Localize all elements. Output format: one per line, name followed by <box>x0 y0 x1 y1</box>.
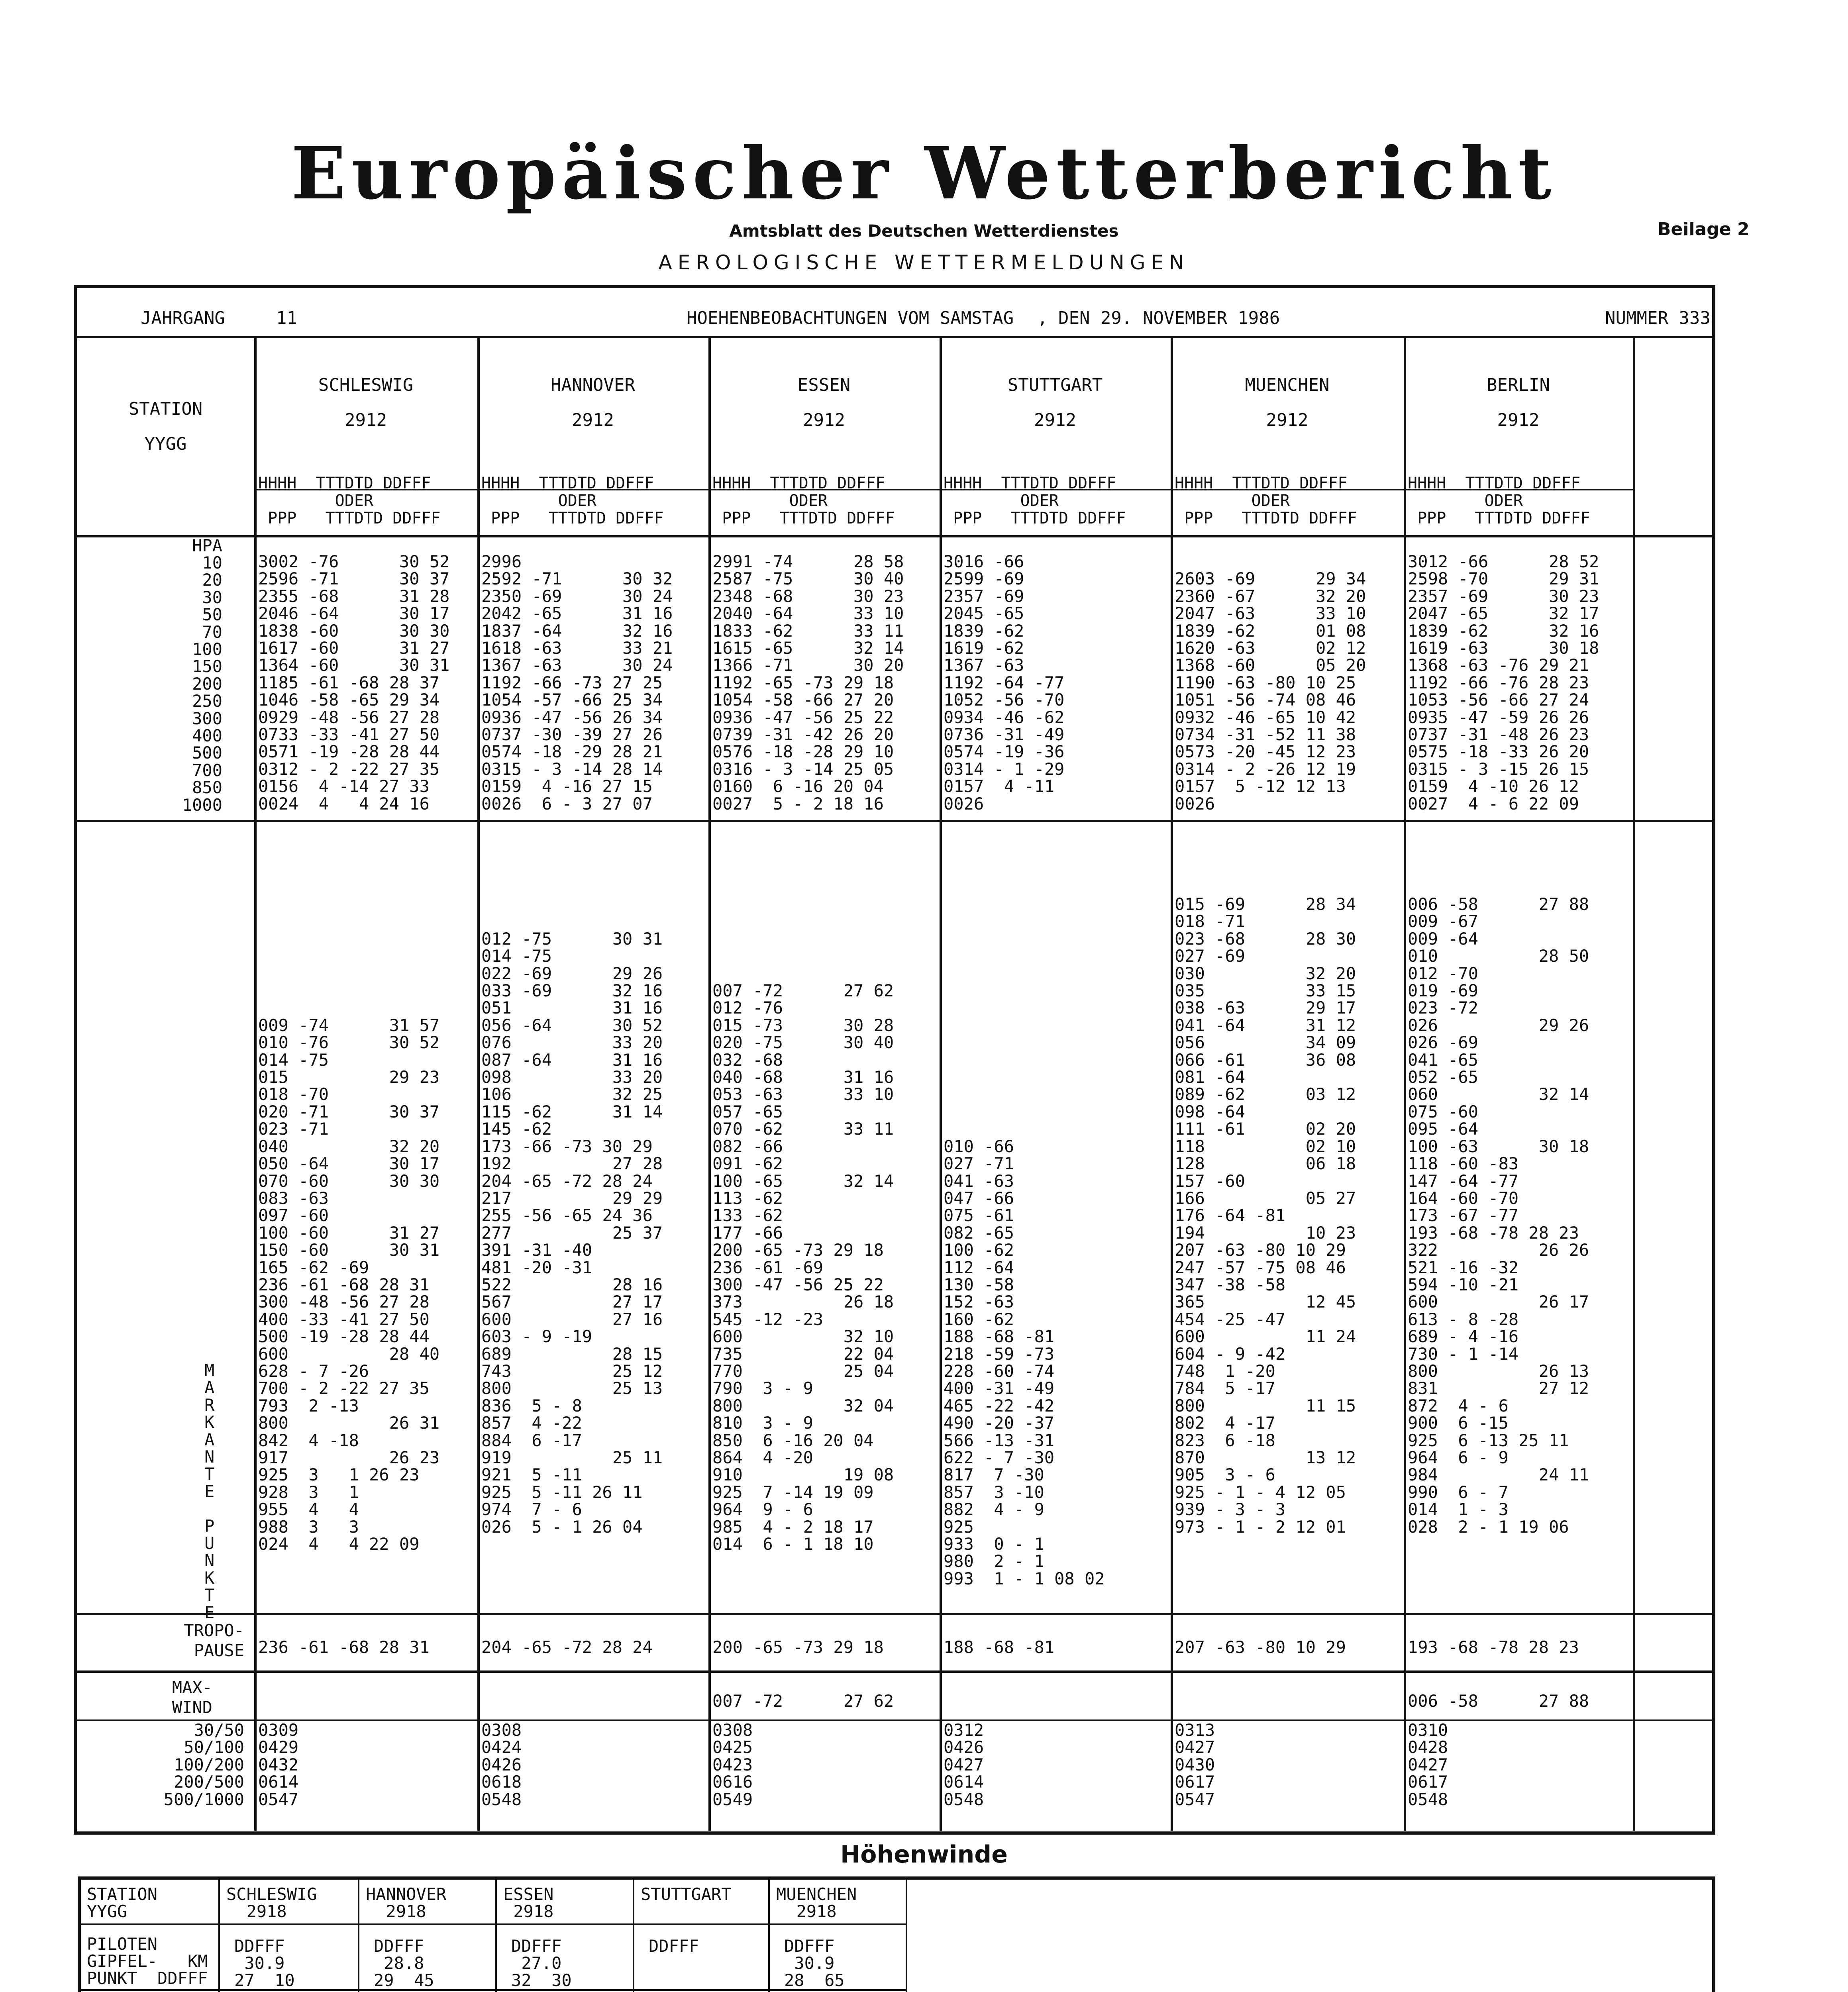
aerological-table <box>74 285 1715 1835</box>
yygg-label: YYGG <box>144 434 187 454</box>
maxwind-values: 006 -58 27 88 <box>1408 1691 1589 1711</box>
station-name: STUTTGART <box>1007 375 1103 395</box>
standard-level-values: 3012 -66 28 52 2598 -70 29 31 2357 -69 30 23 2047 -65 32 17 1839 -62 32 16 1619 -63 30 18 1368 -63 -76 29 21 1192 -66 -76 28 23 1053 -56 -66 27 24 0935 -47 -59 26 26 0737 -31 -48 26 23 0575 -18 -33 26 20 0315 - 3 -15 26 15 0159 4 -10 26 12 0027 4 - 6 22 09 <box>1408 552 1599 814</box>
issue-number: NUMMER 333 <box>1605 308 1711 328</box>
tropopause-values: 236 -61 -68 28 31 <box>258 1637 430 1657</box>
station-yygg: 2912 <box>1266 410 1309 430</box>
tropopause-values: 188 -68 -81 <box>944 1637 1055 1657</box>
column-header: HHHH TTTDTD DDFFF ODER PPP TTTDTD DDFFF <box>1175 474 1357 527</box>
supplement-label: Beilage 2 <box>1658 219 1750 239</box>
wind-station-name: SCHLESWIG 2918 <box>226 1884 317 1921</box>
tropopause-values: 193 -68 -78 28 23 <box>1408 1637 1579 1657</box>
column-header: HHHH TTTDTD DDFFF ODER PPP TTTDTD DDFFF <box>481 474 664 527</box>
wind-station-name: HANNOVER 2918 <box>366 1884 447 1921</box>
hoehenwinde-title: Höhenwinde <box>840 1841 1008 1868</box>
wind-station-name: STUTTGART <box>641 1884 732 1904</box>
station-yygg: 2912 <box>1034 410 1076 430</box>
year-label: JAHRGANG <box>141 308 225 328</box>
station-yygg: 2912 <box>1497 410 1540 430</box>
column-header: HHHH TTTDTD DDFFF ODER PPP TTTDTD DDFFF <box>712 474 895 527</box>
pressure-levels: 10 20 30 50 70 100 150 200 250 300 400 500 700 850 1000 <box>182 553 222 815</box>
shear-values: 0308 0425 0423 0616 0549 <box>712 1720 753 1809</box>
wind-pilot-values: DDFFF 30.9 27 10 <box>234 1936 295 1990</box>
significant-point-values: 009 -74 31 57 010 -76 30 52 014 -75 015 29 23 018 -70 020 -71 30 37 023 -71 040 32 20 050 -64 30 17 070 -60 30 30 083 -63 097 -60 100 -60 31 27 150 -60 30 31 165 -62 -69 236 -61 -68 28 31 300 -48 -56 27 28 400 -33 -41 27 50 500 -19 -28 28 44 600 28 40 628 - 7 -26 700 - 2 -22 27 35 793 2 -13 800 26 31 842 4 -18 917 26 23 925 3 1 26 23 928 3 1 955 4 4 988 3 3 024 4 4 22 09 <box>258 1015 440 1554</box>
shear-values: 0308 0424 0426 0618 0548 <box>481 1720 522 1809</box>
shear-levels: 30/50 50/100 100/200 200/500 500/1000 <box>163 1720 244 1809</box>
station-yygg: 2912 <box>803 410 845 430</box>
wind-station-name: ESSEN 2918 <box>503 1884 554 1921</box>
column-header: HHHH TTTDTD DDFFF ODER PPP TTTDTD DDFFF <box>258 474 441 527</box>
significant-point-values: 010 -66 027 -71 041 -63 047 -66 075 -61 082 -65 100 -62 112 -64 130 -58 152 -63 160 -62 188 -68 -81 218 -59 -73 228 -60 -74 400 -31 -49 465 -22 -42 490 -20 -37 566 -13 -31 622 - 7 -30 817 7 -30 857 3 -10 882 4 - 9 925 933 0 - 1 980 2 - 1 993 1 - 1 08 02 <box>944 1136 1105 1588</box>
significant-point-values: 015 -69 28 34 018 -71 023 -68 28 30 027 -69 030 32 20 035 33 15 038 -63 29 17 041 -64 31 12 056 34 09 066 -61 36 08 081 -64 089 -62 03 12 098 -64 111 -61 02 20 118 02 10 128 06 18 157 -60 166 05 27 176 -64 -81 194 10 23 207 -63 -80 10 29 247 -57 -75 08 46 347 -38 -58 365 12 45 454 -25 -47 600 11 24 604 - 9 -42 748 1 -20 784 5 -17 800 11 15 802 4 -17 823 6 -18 870 13 12 905 3 - 6 925 - 1 - 4 12 05 939 - 3 - 3 973 - 1 - 2 12 01 <box>1175 894 1356 1537</box>
column-header: HHHH TTTDTD DDFFF ODER PPP TTTDTD DDFFF <box>944 474 1126 527</box>
significant-point-values: 012 -75 30 31 014 -75 022 -69 29 26 033 -69 32 16 051 31 16 056 -64 30 52 076 33 20 087 -64 31 16 098 33 20 106 32 25 115 -62 31 14 145 -62 173 -66 -73 30 29 192 27 28 204 -65 -72 28 24 217 29 29 255 -56 -65 24 36 277 25 37 391 -31 -40 481 -20 -31 522 28 16 567 27 17 600 27 16 603 - 9 -19 689 28 15 743 25 12 800 25 13 836 5 - 8 857 4 -22 884 6 -17 919 25 11 921 5 -11 925 5 -11 26 11 974 7 - 6 026 5 - 1 26 04 <box>481 929 663 1537</box>
wind-pilot-values: DDFFF 28.8 29 45 <box>374 1936 434 1990</box>
observation-date: , DEN 29. NOVEMBER 1986 <box>1037 308 1280 328</box>
station-name: HANNOVER <box>551 375 635 395</box>
wind-station-name: MUENCHEN 2918 <box>776 1884 857 1921</box>
tropopause-label: TROPO- PAUSE <box>184 1621 244 1660</box>
significant-point-values: 006 -58 27 88 009 -67 009 -64 010 28 50 012 -70 019 -69 023 -72 026 29 26 026 -69 041 -65 052 -65 060 32 14 075 -60 095 -64 100 -63 30 18 118 -60 -83 147 -64 -77 164 -60 -70 173 -67 -77 193 -68 -78 28 23 322 26 26 521 -16 -32 594 -10 -21 600 26 17 613 - 8 -28 689 - 4 -16 730 - 1 -14 800 26 13 831 27 12 872 4 - 6 900 6 -15 925 6 -13 25 11 964 6 - 9 984 24 11 990 6 - 7 014 1 - 3 028 2 - 1 19 06 <box>1408 894 1589 1537</box>
standard-level-values: 2991 -74 28 58 2587 -75 30 40 2348 -68 30 23 2040 -64 33 10 1833 -62 33 11 1615 -65 32 14 1366 -71 30 20 1192 -65 -73 29 18 1054 -58 -66 27 20 0936 -47 -56 25 22 0739 -31 -42 26 20 0576 -18 -28 29 10 0316 - 3 -14 25 05 0160 6 -16 20 04 0027 5 - 2 18 16 <box>712 552 904 814</box>
wind-station-label: STATION YYGG <box>87 1884 158 1921</box>
significant-point-values: 007 -72 27 62 012 -76 015 -73 30 28 020 -75 30 40 032 -68 040 -68 31 16 053 -63 33 10 057 -65 070 -62 33 11 082 -66 091 -62 100 -65 32 14 113 -62 133 -62 177 -66 200 -65 -73 29 18 236 -61 -69 300 -47 -56 25 22 373 26 18 545 -12 -23 600 32 10 735 22 04 770 25 04 790 3 - 9 800 32 04 810 3 - 9 850 6 -16 20 04 864 4 -20 910 19 08 925 7 -14 19 09 964 9 - 6 985 4 - 2 18 17 014 6 - 1 18 10 <box>712 981 894 1554</box>
station-label: STATION <box>128 399 203 419</box>
station-name: ESSEN <box>797 375 851 395</box>
maxwind-values: 007 -72 27 62 <box>712 1691 894 1711</box>
standard-level-values: 2996 2592 -71 30 32 2350 -69 30 24 2042 -65 31 16 1837 -64 32 16 1618 -63 33 21 1367 -63 30 24 1192 -66 -73 27 25 1054 -57 -66 25 34 0936 -47 -56 26 34 0737 -30 -39 27 26 0574 -18 -29 28 21 0315 - 3 -14 28 14 0159 4 -16 27 15 0026 6 - 3 27 07 <box>481 552 673 814</box>
standard-level-values: 3002 -76 30 52 2596 -71 30 37 2355 -68 31 28 2046 -64 30 17 1838 -60 30 30 1617 -60 31 27 1364 -60 30 31 1185 -61 -68 28 37 1046 -58 -65 29 34 0929 -48 -56 27 28 0733 -33 -41 27 50 0571 -19 -28 28 44 0312 - 2 -22 27 35 0156 4 -14 27 33 0024 4 4 24 16 <box>258 552 450 814</box>
shear-values: 0309 0429 0432 0614 0547 <box>258 1720 299 1809</box>
shear-values: 0312 0426 0427 0614 0548 <box>944 1720 984 1809</box>
tropopause-values: 207 -63 -80 10 29 <box>1175 1637 1346 1657</box>
observation-label: HOEHENBEOBACHTUNGEN VOM SAMSTAG <box>687 308 1014 328</box>
publisher-subtitle: Amtsblatt des Deutschen Wetterdienstes <box>729 221 1119 241</box>
station-yygg: 2912 <box>572 410 614 430</box>
wind-pilot-values: DDFFF 27.0 32 30 <box>511 1936 572 1990</box>
year-value: 11 <box>276 308 297 328</box>
shear-values: 0310 0428 0427 0617 0548 <box>1408 1720 1448 1809</box>
station-name: SCHLESWIG <box>318 375 414 395</box>
station-name: BERLIN <box>1487 375 1550 395</box>
station-yygg: 2912 <box>345 410 387 430</box>
hoehenwinde-table <box>78 1876 1715 1992</box>
pilot-label: PILOTEN GIPFEL- KM PUNKT DDFFF <box>87 1934 208 1988</box>
maxwind-label: MAX- WIND <box>172 1678 212 1717</box>
tropopause-values: 200 -65 -73 29 18 <box>712 1637 884 1657</box>
standard-level-values: 3016 -66 2599 -69 2357 -69 2045 -65 1839 -62 1619 -62 1367 -63 1192 -64 -77 1052 -56 -70 0934 -46 -62 0736 -31 -49 0574 -19 -36 0314 - 1 -29 0157 4 -11 0026 <box>944 552 1065 814</box>
page-title: Europäischer Wetterbericht <box>291 131 1557 216</box>
standard-level-values: 2603 -69 29 34 2360 -67 32 20 2047 -63 33 10 1839 -62 01 08 1620 -63 02 12 1368 -60 05 20 1190 -63 -80 10 25 1051 -56 -74 08 46 0932 -46 -65 10 42 0734 -31 -52 11 38 0573 -20 -45 12 23 0314 - 2 -26 12 19 0157 5 -12 12 13 0026 <box>1175 569 1366 814</box>
markante-punkte-label: M A R K A N T E P U N K T E <box>204 1361 215 1622</box>
station-name: MUENCHEN <box>1245 375 1330 395</box>
tropopause-values: 204 -65 -72 28 24 <box>481 1637 653 1657</box>
wind-pilot-values: DDFFF <box>649 1936 699 1956</box>
section-title: AEROLOGISCHE WETTERMELDUNGEN <box>658 251 1190 274</box>
column-header: HHHH TTTDTD DDFFF ODER PPP TTTDTD DDFFF <box>1408 474 1590 527</box>
shear-values: 0313 0427 0430 0617 0547 <box>1175 1720 1215 1809</box>
hpa-label: HPA <box>192 536 222 555</box>
wind-pilot-values: DDFFF 30.9 28 65 <box>784 1936 845 1990</box>
